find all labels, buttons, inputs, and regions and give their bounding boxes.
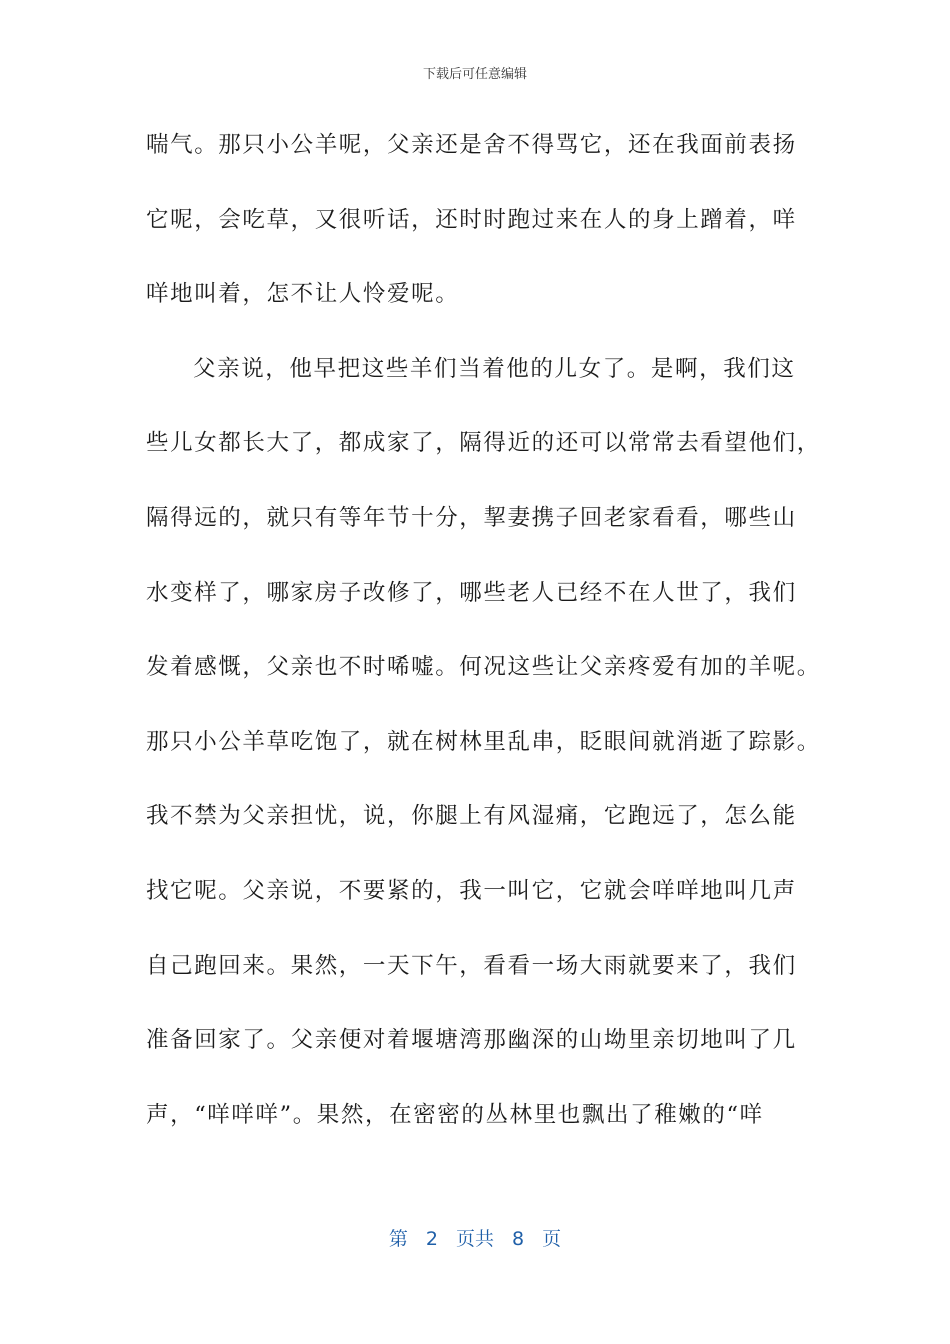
text-line: 那只小公羊草吃饱了，就在树林里乱串，眨眼间就消逝了踪影。 (146, 728, 821, 755)
page-header: 下载后可任意编辑 (422, 67, 527, 82)
page-label-middle: 页共 (455, 1228, 494, 1250)
page-label-suffix: 页 (542, 1228, 562, 1250)
current-page-number: 2 (425, 1228, 438, 1250)
total-pages-number: 8 (512, 1228, 525, 1250)
text-line: 声，“咩咩咩”。果然，在密密的丛林里也飘出了稚嫩的“咩 (146, 1101, 764, 1128)
text-line: 些儿女都长大了，都成家了，隔得近的还可以常常去看望他们， (146, 430, 821, 457)
body-text (146, 120, 821, 1164)
page-label-prefix: 第 (388, 1228, 408, 1250)
paragraph-start-line: 父亲说，他早把这些羊们当着他的儿女了。是啊，我们这 (193, 355, 796, 382)
page-footer (0, 1226, 950, 1252)
text-line: 咩地叫着，怎不让人怜爱呢。 (146, 281, 460, 308)
text-line: 发着感慨，父亲也不时唏嘘。何况这些让父亲疼爱有加的羊呢。 (146, 654, 821, 681)
text-line: 它呢，会吃草，又很听话，还时时跑过来在人的身上蹭着，咩 (146, 206, 797, 233)
text-line: 找它呢。父亲说，不要紧的，我一叫它，它就会咩咩地叫几声 (146, 877, 797, 904)
text-line: 我不禁为父亲担忧，说，你腿上有风湿痛，它跑远了，怎么能 (146, 803, 797, 830)
text-line: 准备回家了。父亲便对着堰塘湾那幽深的山坳里亲切地叫了几 (146, 1027, 797, 1054)
text-line: 隔得远的，就只有等年节十分，挈妻携子回老家看看，哪些山 (146, 504, 797, 531)
text-line: 自己跑回来。果然，一天下午，看看一场大雨就要来了，我们 (146, 952, 797, 979)
text-line: 水变样了，哪家房子改修了，哪些老人已经不在人世了，我们 (146, 579, 797, 606)
text-line: 喘气。那只小公羊呢，父亲还是舍不得骂它，还在我面前表扬 (146, 132, 797, 158)
